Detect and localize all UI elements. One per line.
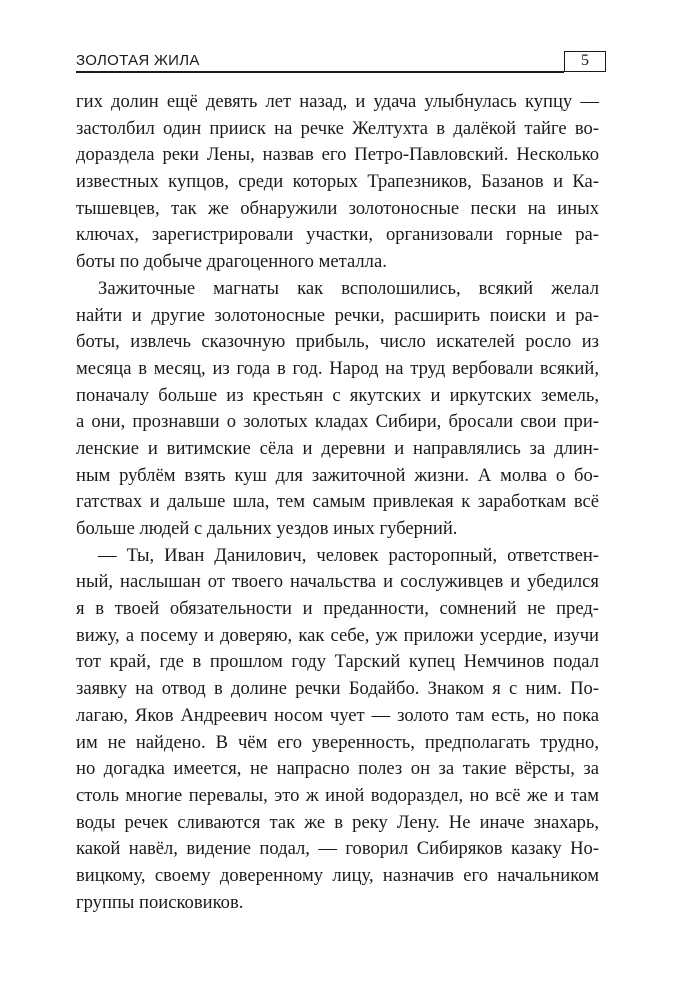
running-header [76,50,608,74]
running-title: ЗОЛОТАЯ ЖИЛА [76,52,200,69]
text-line: ленские и витимские сёла и деревни и направлялись за длин- [76,437,599,459]
text-line: боты по добыче драгоценного металла. [76,251,387,273]
paragraph [76,276,599,543]
text-line: гатствах и дальше шла, тем самым привлекая к заработкам всё [76,491,599,513]
text-line: заявку на отвод в долине речки Бодайбо. Знаком я с ним. По- [76,678,599,700]
text-line: а они, прознавши о золотых кладах Сибири, бросали свои при- [76,411,599,433]
header-rule [76,71,564,73]
text-line: я в твоей обязательности и преданности, сомнений не пред- [76,598,599,620]
text-line: больше людей с дальних уездов иных губерний. [76,518,458,539]
text-line: но догадка имеется, не напрасно полез он за такие вёрсты, за [76,758,599,780]
text-line: им не найдено. В чём его уверенность, предполагать трудно, [76,731,599,753]
text-line: найти и другие золотоносные речки, расширить поиски и ра- [76,304,599,326]
text-line: — Ты, Иван Данилович, человек расторопный, ответствен- [98,544,599,566]
text-line: лагаю, Яков Андреевич носом чует — золото там есть, но пока [76,704,599,726]
text-line: боты, извлечь сказочную прибыль, число искателей росло из [76,331,599,353]
text-line: дораздела реки Лены, назвав его Петро-Павловский. Несколько [76,144,599,166]
paragraph [76,543,599,917]
page-number: 5 [564,51,606,72]
text-line: гих долин ещё девять лет назад, и удача улыбнулась купцу — [76,91,599,112]
text-line: месяца в месяц, из года в год. Народ на труд вербовали всякий, [76,357,599,379]
text-line: вижу, а посему и доверяю, как себе, уж приложи усердие, изучи [76,624,599,646]
text-line: известных купцов, среди которых Трапезников, Базанов и Ка- [76,171,599,193]
text-line: какой навёл, видение подал, — говорил Сибиряков казаку Но- [76,838,599,860]
text-line: ным рублём взять куш для зажиточной жизни. А молва о бо- [76,464,599,486]
text-line: столь многие перевалы, это ж иной водораздел, но всё же и там [76,784,599,806]
text-line: Зажиточные магнаты как всполошились, всякий желал [98,277,599,299]
text-line: группы поисковиков. [76,891,244,913]
paragraph [76,89,599,276]
text-line: тот край, где в прошлом году Тарский купец Немчинов подал [76,651,599,673]
body-text [76,89,599,916]
text-line: ключах, зарегистрировали участки, организовали горные ра- [76,224,599,246]
text-line: застолбил один прииск на речке Желтухта в далёкой тайге во- [76,117,599,139]
text-line: ный, наслышан от твоего начальства и сослуживцев и убедился [76,571,599,593]
text-line: вицкому, своему доверенному лицу, назначив его начальником [76,864,599,886]
text-line: воды речек сливаются так же в реку Лену. Не иначе знахарь, [76,811,599,833]
text-line: тышевцев, так же обнаружили золотоносные пески на иных [76,197,599,219]
text-line: поначалу больше из крестьян с якутских и иркутских земель, [76,384,599,406]
